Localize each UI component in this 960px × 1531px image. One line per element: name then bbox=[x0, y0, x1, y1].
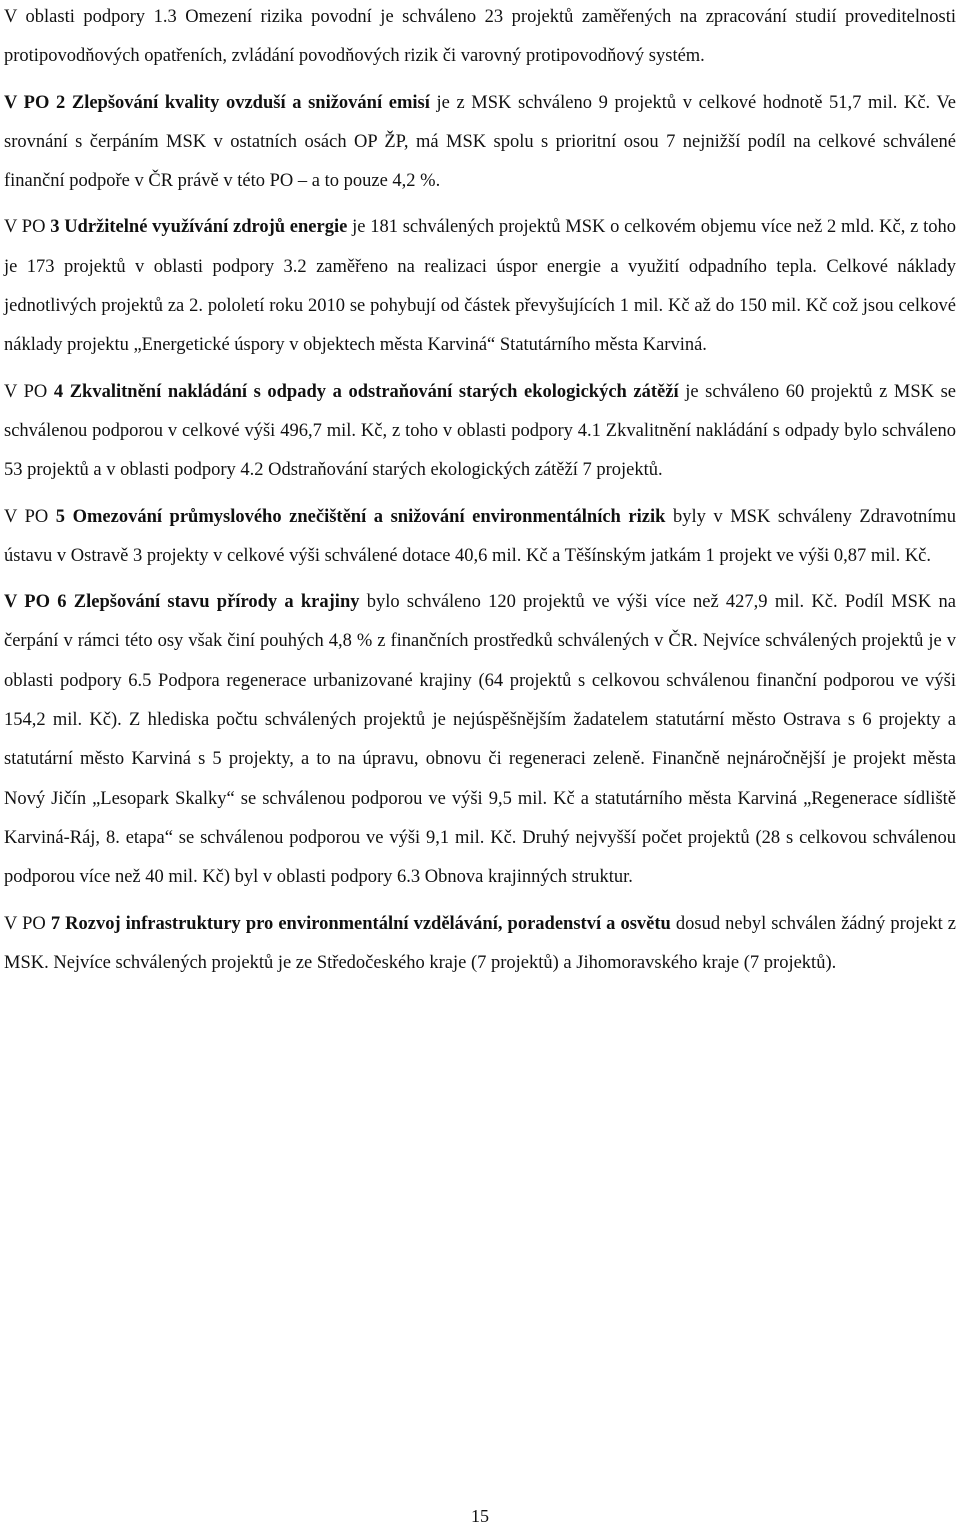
priority-axis-heading: 5 Omezování průmyslového znečištění a snižování environmentálních rizik bbox=[55, 506, 666, 527]
paragraph-text: je schváleno 60 projektů z MSK se schválenou podporou v celkové výši 496,7 mil. Kč, z toho v oblasti podpory 4.1 Zkvalitnění nakládání s odpady bylo schváleno 53 projektů a v oblasti podpory 4.2 Odstraňování starých ekologických zátěží 7 projektů. bbox=[4, 381, 956, 481]
paragraph-po2 bbox=[4, 84, 956, 202]
paragraph-text: je z MSK schváleno 9 projektů v celkové hodnotě 51,7 mil. Kč. Ve srovnání s čerpáním MSK v ostatních osách OP ŽP, má MSK spolu s prioritní osou 7 nejnižší podíl na celkové schválené finanční podpoře v ČR právě v této PO – a to pouze 4,2 %. bbox=[4, 92, 956, 192]
paragraph-po5 bbox=[4, 498, 956, 577]
document-body bbox=[4, 0, 956, 990]
paragraph-text: V PO bbox=[4, 506, 56, 527]
priority-axis-heading: V PO 2 Zlepšování kvality ovzduší a snižování emisí bbox=[4, 92, 430, 113]
paragraph-po1-3 bbox=[4, 0, 956, 77]
priority-axis-heading: V PO 6 Zlepšování stavu přírody a krajiny bbox=[4, 592, 360, 613]
paragraph-text: V PO bbox=[4, 381, 54, 402]
paragraph-text: V oblasti podpory 1.3 Omezení rizika povodní je schváleno 23 projektů zaměřených na zpracování studií proveditelnosti protipovodňových opatřeních, zvládání povodňových rizik či varovný protipovodňový systém. bbox=[4, 7, 956, 67]
paragraph-text: V PO bbox=[4, 217, 51, 238]
paragraph-po6 bbox=[4, 583, 956, 897]
paragraph-po3 bbox=[4, 208, 956, 365]
paragraph-text: V PO bbox=[4, 913, 51, 934]
paragraph-po4 bbox=[4, 373, 956, 491]
paragraph-po7 bbox=[4, 905, 956, 984]
priority-axis-heading: 3 Udržitelné využívání zdrojů energie bbox=[50, 217, 348, 238]
paragraph-text: je 181 schválených projektů MSK o celkovém objemu více než 2 mld. Kč, z toho je 173 projektů v oblasti podpory 3.2 zaměřeno na realizaci úspor energie a využití odpadního tepla. Celkové náklady jednotlivých projektů za 2. pololetí roku 2010 se pohybují od částek převyšujících 1 mil. Kč až do 150 mil. Kč což jsou celkové náklady projektu „Energetické úspory v objektech města Karviná“ Statutárního města Karviná. bbox=[4, 217, 956, 356]
paragraph-text: byly v MSK schváleny Zdravotnímu ústavu v Ostravě 3 projekty v celkové výši schválené dotace 40,6 mil. Kč a Těšínským jatkám 1 projekt ve výši 0,87 mil. Kč. bbox=[4, 506, 956, 566]
paragraph-text: bylo schváleno 120 projektů ve výši více než 427,9 mil. Kč. Podíl MSK na čerpání v rámci této osy však činí pouhých 4,8 % z finančních prostředků schválených v ČR. Nejvíce schválených projektů je v oblasti podpory 6.5 Podpora regenerace urbanizované krajiny (64 projektů s celkovou schválenou finanční podporou ve výši 154,2 mil. Kč). Z hlediska počtu schválených projektů je nejúspěšnějším žadatelem statutární město Ostrava s 6 projekty a statutární město Karviná s 5 projekty, a to na úpravu, obnovu či regeneraci zeleně. Finančně nejnáročnější je projekt města Nový Jičín „Lesopark Skalky“ se schválenou podporou ve výši 9,5 mil. Kč a statutárního města Karviná „Regenerace sídliště Karviná-Ráj, 8. etapa“ se schválenou podporou ve výši 9,1 mil. Kč. Druhý nejvyšší počet projektů (28 s celkovou schválenou podporou více než 40 mil. Kč) byl v oblasti podpory 6.3 Obnova krajinných struktur. bbox=[4, 592, 956, 888]
paragraph-text: dosud nebyl schválen žádný projekt z MSK. Nejvíce schválených projektů je ze Středočeského kraje (7 projektů) a Jihomoravského kraje (7 projektů). bbox=[4, 913, 956, 973]
priority-axis-heading: 4 Zkvalitnění nakládání s odpady a odstraňování starých ekologických zátěží bbox=[53, 381, 679, 402]
page-number: 15 bbox=[471, 1506, 489, 1526]
priority-axis-heading: 7 Rozvoj infrastruktury pro environmentální vzdělávání, poradenství a osvětu bbox=[50, 913, 671, 934]
